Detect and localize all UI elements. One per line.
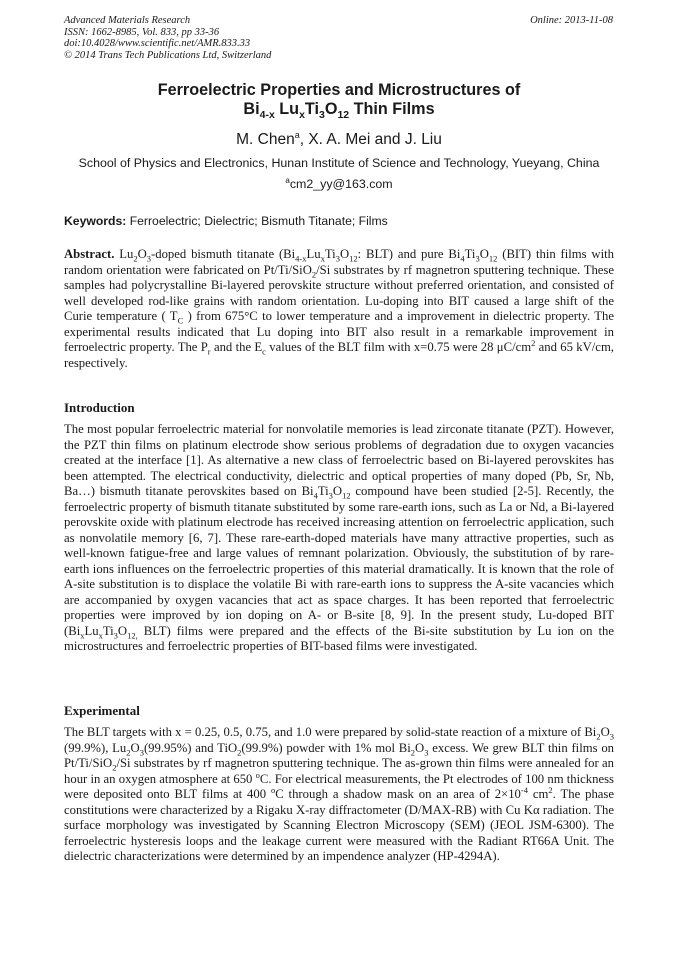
issn-line: ISSN: 1662-8985, Vol. 833, pp 33-36 — [64, 26, 220, 38]
experimental-heading: Experimental — [64, 703, 140, 718]
keywords-text: Ferroelectric; Dielectric; Bismuth Titanate; Films — [126, 214, 388, 228]
abstract-label: Abstract. — [64, 247, 115, 261]
keywords-label: Keywords: — [64, 214, 127, 228]
copyright-line: © 2014 Trans Tech Publications Ltd, Switzerland — [64, 49, 272, 61]
journal-header — [64, 15, 271, 61]
abstract-paragraph: Abstract. $Lu_2O_3$-doped bismuth titanate ($Bi_{4-x}Lu_xTi_3O_{12}$: BLT) and pure $Bi_4Ti_3O_{12}$ (BIT) thin films with random orientation were fabricated on Pt/Ti/SiO$_2$/Si substrates by rf magnetron sputtering technique. These samples had polycrystalline Bi-layered perovskite structure without preferred orientation, and consisted of well developed rod-like grains with random orientation. Lu-doping into BIT caused a large shift of the Curie temperature ( $T_C$ ) from 675°C to lower temperature and a improvement in dielectric property. The experimental results indicated that Lu doping into BIT also result in a remarkable improvement in ferroelectric property. The $P_r$ and the $E_c$ values of the BLT film with x=0.75 were 28 $\mu C/cm^2$ and 65 kV/cm, respectively. — [64, 247, 615, 370]
title-line-1: Ferroelectric Properties and Microstructures of — [157, 81, 521, 99]
author-email[interactable]: $^a$cm2_yy@163.com — [285, 176, 393, 192]
introduction-paragraph: The most popular ferroelectric material for nonvolatile memories is lead zirconate titanate (PZT). However, the PZT thin films on platinum electrode show serious problems of degradation due to oxygen vacancies created at the interface [1]. As alternative a new class of ferroelectric based on Bi-layered perovskites has been attempted. The electrical conductivity, dielectric and optical properties of many doped (Pb, Sr, Nb, Ba…) bismuth titanate perovskites based on $Bi_4Ti_3O_{12}$ compound have been studied [2-5]. Recently, the ferroelectric property of bismuth titanate substituted by some rare-earth ions, such as La or Nd, a Bi-layered perovskite oxide with platinum electrode has received increasing attention on ferroelectric application, such as nonvolatile memory [6, 7]. These rare-earth-doped materials have many attractive properties, such as well-known fatigue-free and large values of remnant polarization. Obviously, the substitution of by rare-earth ions influences on the ferroelectric properties of this material dramatically. It is known that the role of A-site substitution is to displace the volatile Bi with rare-earth ions to suppress the A-site vacancies which are accompanied by oxygen vacancies that act as space charges. It has been reported that ferroelectric properties were improved by ion doping on A- or B-site [8, 9]. In the present study, Lu-doped BIT ($Bi_xLu_xTi_3O_{12,}$ BLT) films were prepared and the effects of the Bi-site substitution by Lu ion on the microstructures and ferroelectric properties of BIT-based films were investigated. — [64, 422, 614, 653]
doi-line[interactable]: doi:10.4028/www.scientific.net/AMR.833.33 — [64, 38, 251, 50]
paper-title — [64, 81, 614, 122]
journal-name: Advanced Materials Research — [64, 15, 191, 26]
author-list: M. Chen$^a$, X. A. Mei and J. Liu — [236, 130, 442, 149]
experimental-paragraph: The BLT targets with x = 0.25, 0.5, 0.75, and 1.0 were prepared by solid-state reaction of a mixture of $Bi_2O_3$ (99.9%), $Lu_2O_3(99.95\%)$ and TiO$_2$(99.9%) powder with 1% mol $Bi_2O_3$ excess. We grew BLT thin films on Pt/Ti/SiO$_2$/Si substrates by rf magnetron sputtering technique. The as-grown thin films were annealed for an hour in an oxygen atmosphere at 650 $^o$C. For electrical measurements, the Pt electrodes of 100 nm thickness were deposited onto BLT films at 400 $^o$C through a shadow mask on an area of $2\times 10^{-4}$ $cm^2$. The phase constitutions were characterized by a Rigaku X-ray diffractometer (D/MAX-RB) with Cu Kα radiation. The surface morphology was investigated by Scanning Electron Microscopy (SEM) (JEOL JSM-6300). The ferroelectric hysteresis loops and the leakage current were measured with the Radiant RT66A Unit. The dielectric characterizations were determined by an impendence analyzer (HP-4294A). — [64, 725, 615, 863]
title-line-2: $Bi_{4-x}$ $Lu_xTi_3O_{12}$ Thin Films — [243, 100, 435, 122]
affiliation: School of Physics and Electronics, Hunan Institute of Science and Technology, Yueyang, China — [78, 156, 600, 170]
keywords — [64, 214, 614, 228]
introduction-heading: Introduction — [64, 400, 135, 415]
online-date: Online: 2013-11-08 — [530, 15, 613, 26]
